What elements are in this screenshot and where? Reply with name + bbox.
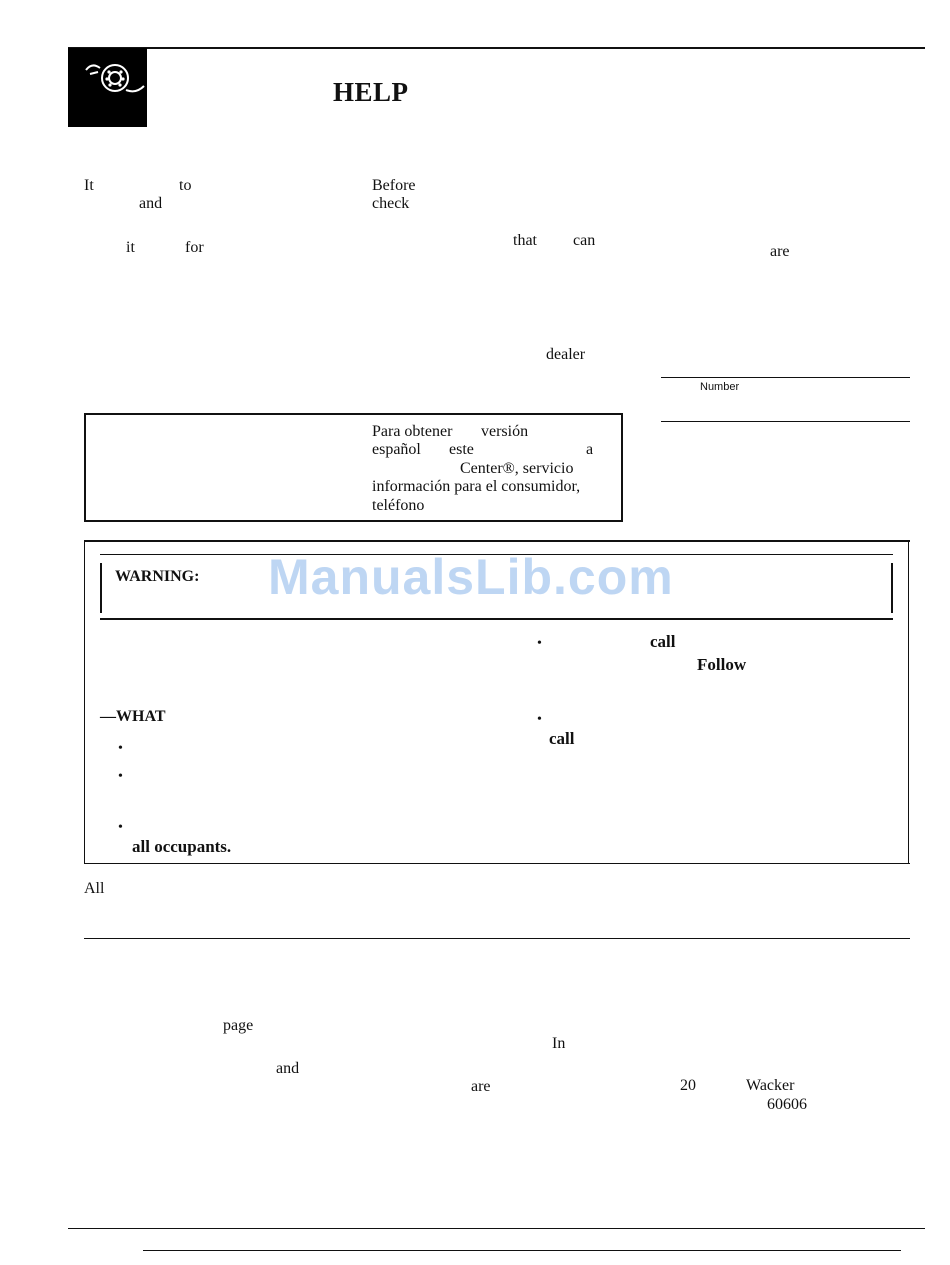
record-line	[661, 377, 910, 378]
warning-word: call	[549, 729, 575, 748]
warning-inner-right	[891, 563, 893, 613]
top-rule	[68, 47, 925, 49]
spanish-text: a	[586, 441, 594, 458]
record-line	[661, 421, 910, 422]
spanish-text: español	[372, 441, 421, 458]
warning-word: —WHAT	[100, 708, 166, 725]
spanish-text: Center®, servicio	[460, 460, 574, 477]
warning-frame-top	[84, 540, 910, 542]
intro-word: Before	[372, 177, 416, 194]
bullet: •	[537, 636, 542, 651]
footer-word: and	[276, 1060, 300, 1077]
spanish-text: Para obtener	[372, 423, 453, 440]
warning-frame-bottom	[84, 863, 910, 864]
warning-frame-right	[908, 540, 909, 864]
watermark: ManualsLib.com	[268, 549, 674, 605]
spanish-text: este	[449, 441, 474, 458]
warning-inner-bottom	[100, 618, 893, 620]
intro-word: that	[513, 232, 537, 249]
warning-word: all occupants.	[132, 837, 232, 856]
intro-word: to	[179, 177, 192, 194]
page-title: HELP	[333, 77, 409, 107]
section-divider	[84, 938, 910, 939]
bullet: •	[118, 741, 123, 756]
intro-word: check	[372, 195, 410, 212]
intro-word: are	[770, 243, 790, 260]
bullet: •	[118, 820, 123, 835]
spanish-text: teléfono	[372, 497, 425, 514]
intro-word: It	[84, 177, 94, 194]
number-label: Number	[700, 381, 740, 393]
footer-word: 20	[680, 1077, 696, 1094]
bullet: •	[537, 712, 542, 727]
bottom-rule	[143, 1250, 901, 1251]
warning-word: call	[650, 632, 676, 651]
intro-word: and	[139, 195, 163, 212]
footer-word: 60606	[767, 1096, 807, 1113]
bullet: •	[118, 769, 123, 784]
spanish-text: información para el consumidor,	[372, 478, 581, 495]
phone-icon	[68, 48, 147, 127]
spanish-text: versión	[481, 423, 529, 440]
warning-inner-left	[100, 563, 102, 613]
footer-word: page	[223, 1017, 254, 1034]
warning-word: Follow	[697, 655, 747, 674]
intro-word: for	[185, 239, 204, 256]
bottom-rule	[68, 1228, 925, 1229]
footer-word: are	[471, 1078, 491, 1095]
warning-label: WARNING:	[115, 568, 200, 585]
footer-word: All	[84, 880, 105, 897]
intro-word: can	[573, 232, 596, 249]
intro-word: it	[126, 239, 135, 256]
footer-word: In	[552, 1035, 566, 1052]
intro-word: dealer	[546, 346, 586, 363]
footer-word: Wacker	[746, 1077, 795, 1094]
warning-frame-left	[84, 540, 85, 864]
